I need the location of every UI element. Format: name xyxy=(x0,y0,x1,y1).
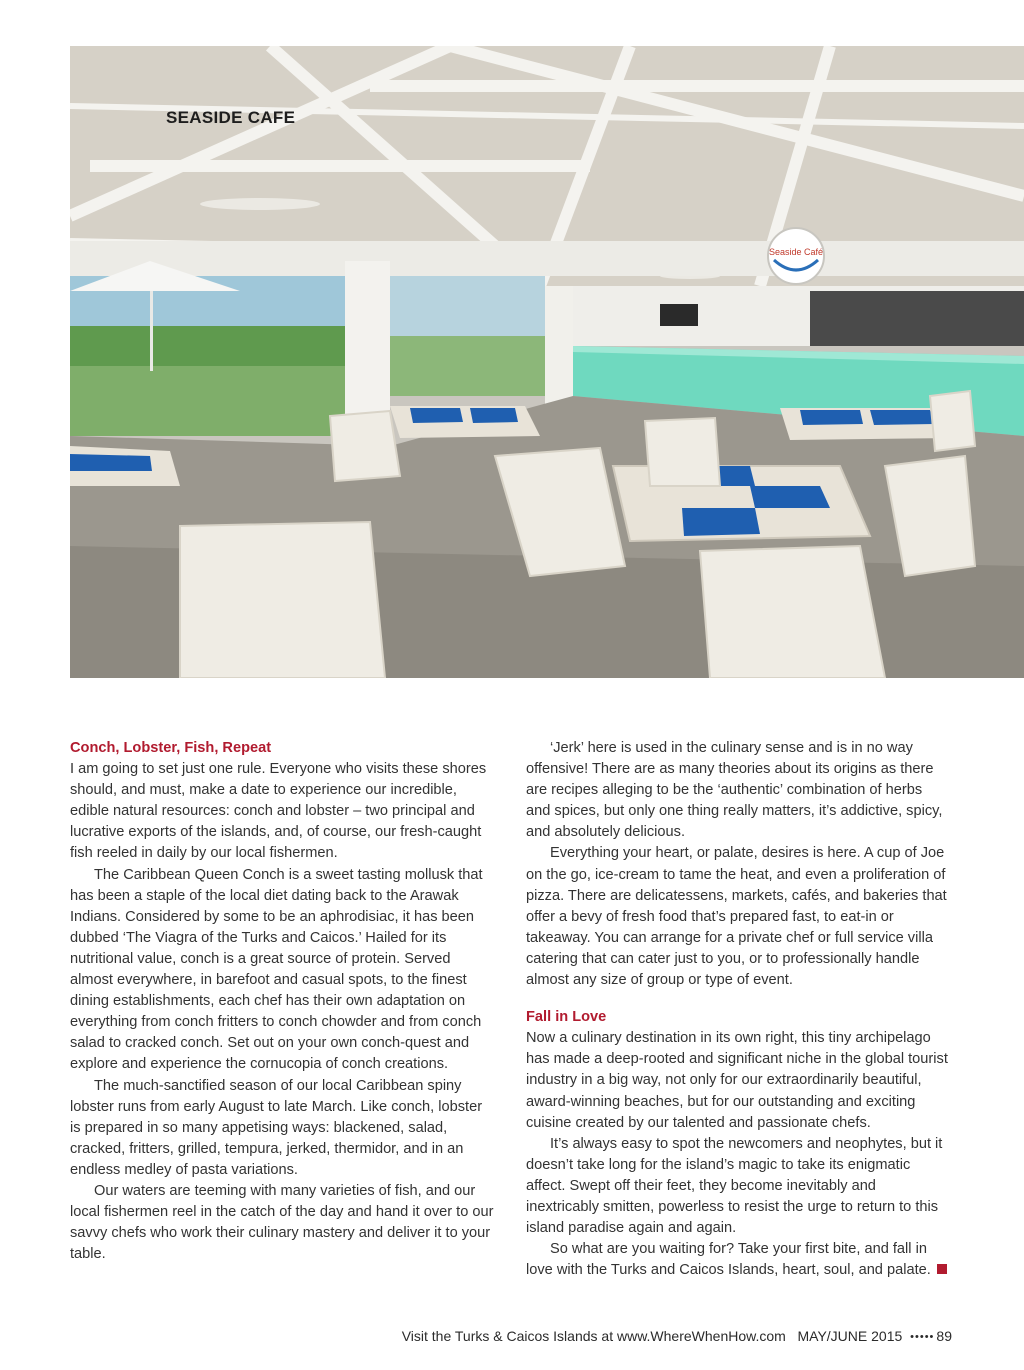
footer-dots: ••••• xyxy=(910,1331,935,1343)
right-column xyxy=(526,738,950,1281)
body-paragraph: Our waters are teeming with many varieties of fish, and our local fishermen reel in the catch of the day and hand it over to our savvy chefs who work their culinary mastery and deliver it to your table. xyxy=(70,1182,494,1263)
closing-sentence: So what are you waiting for? Take your first bite, and fall in love with the Turks and Caicos Islands, heart, soul, and palate. xyxy=(526,1241,931,1279)
body-paragraph: ‘Jerk’ here is used in the culinary sense and is in no way offensive! There are as many theories about its origins as there are recipes alleging to be the ‘authentic’ combination of herbs and spices, but only one thing really matters, it’s addictive, spicy, and absolutely delicious. xyxy=(526,740,943,841)
body-paragraph: I am going to set just one rule. Everyone who visits these shores should, and must, make a date to experience our incredible, edible natural resources: conch and lobster – two principal and lucrative exports of the islands, and, of course, our fresh-caught fish reeled in daily by our local fishermen. xyxy=(70,761,487,862)
section-heading-fall-in-love: Fall in Love xyxy=(526,1009,607,1026)
page-footer xyxy=(0,1328,952,1344)
footer-text: Visit the Turks & Caicos Islands at www.WhereWhenHow.com xyxy=(401,1328,786,1344)
body-paragraph: Everything your heart, or palate, desires is here. A cup of Joe on the go, ice-cream to tame the heat, and even a proliferation of pizza. There are delicatessens, markets, cafés, and bakeries that offer a bevy of fresh food that’s prepared fast, to eat-in or takeaway. You can arrange for a private chef or full service villa catering that can cater just to you, or to professionally handle almost any size of group or type of event. xyxy=(526,845,947,989)
section-heading-conch: Conch, Lobster, Fish, Repeat xyxy=(70,740,272,756)
body-paragraph: The Caribbean Queen Conch is a sweet tasting mollusk that has been a staple of the local diet dating back to the Arawak Indians. Considered by some to be an aphrodisiac, it has been dubbed ‘The Viagra of the Turks and Caicos.’ Hailed for its nutritional value, conch is a great source of protein. Served almost everywhere, in barefoot and casual spots, to the finest dining establishments, each chef has their own adaptation on everything from conch fritters to conch chowder and from conch salad to cracked conch. Set out on your own conch-quest and explore and experience the cornucopia of conch creations. xyxy=(70,866,483,1073)
seaside-cafe-photo xyxy=(70,46,1024,678)
page-number: 89 xyxy=(936,1328,952,1344)
body-paragraph: It’s always easy to spot the newcomers and neophytes, but it doesn’t take long for the island’s magic to take its enigmatic affect. Swept off their feet, they become inevitably and inextricably smitten, powerless to resist the urge to return to this island paradise again and again. xyxy=(526,1135,943,1237)
issue-date: MAY/JUNE 2015 xyxy=(797,1328,903,1344)
body-paragraph xyxy=(526,1239,950,1281)
cafe-sign-text: Seaside Café xyxy=(768,247,824,257)
body-paragraph: The much-sanctified season of our local Caribbean spiny lobster runs from early August to late March. Like conch, lobster is prepared in so many appetising ways: blackened, salad, cracked, fritters, grilled, tempura, jerked, thermidor, and in an endless medley of pasta variations. xyxy=(70,1077,483,1178)
photo-caption: SEASIDE CAFE xyxy=(166,108,296,127)
body-paragraph: Now a culinary destination in its own right, this tiny archipelago has made a deep-rooted and significant niche in the global tourist industry in a big way, not only for our extraordinarily beautiful, award-winning beaches, but for our outstanding and exciting cuisine created by our talented and passionate chefs. xyxy=(526,1030,948,1131)
section-spacer xyxy=(526,991,950,1007)
left-column xyxy=(70,738,494,1265)
end-of-article-mark xyxy=(937,1264,947,1274)
